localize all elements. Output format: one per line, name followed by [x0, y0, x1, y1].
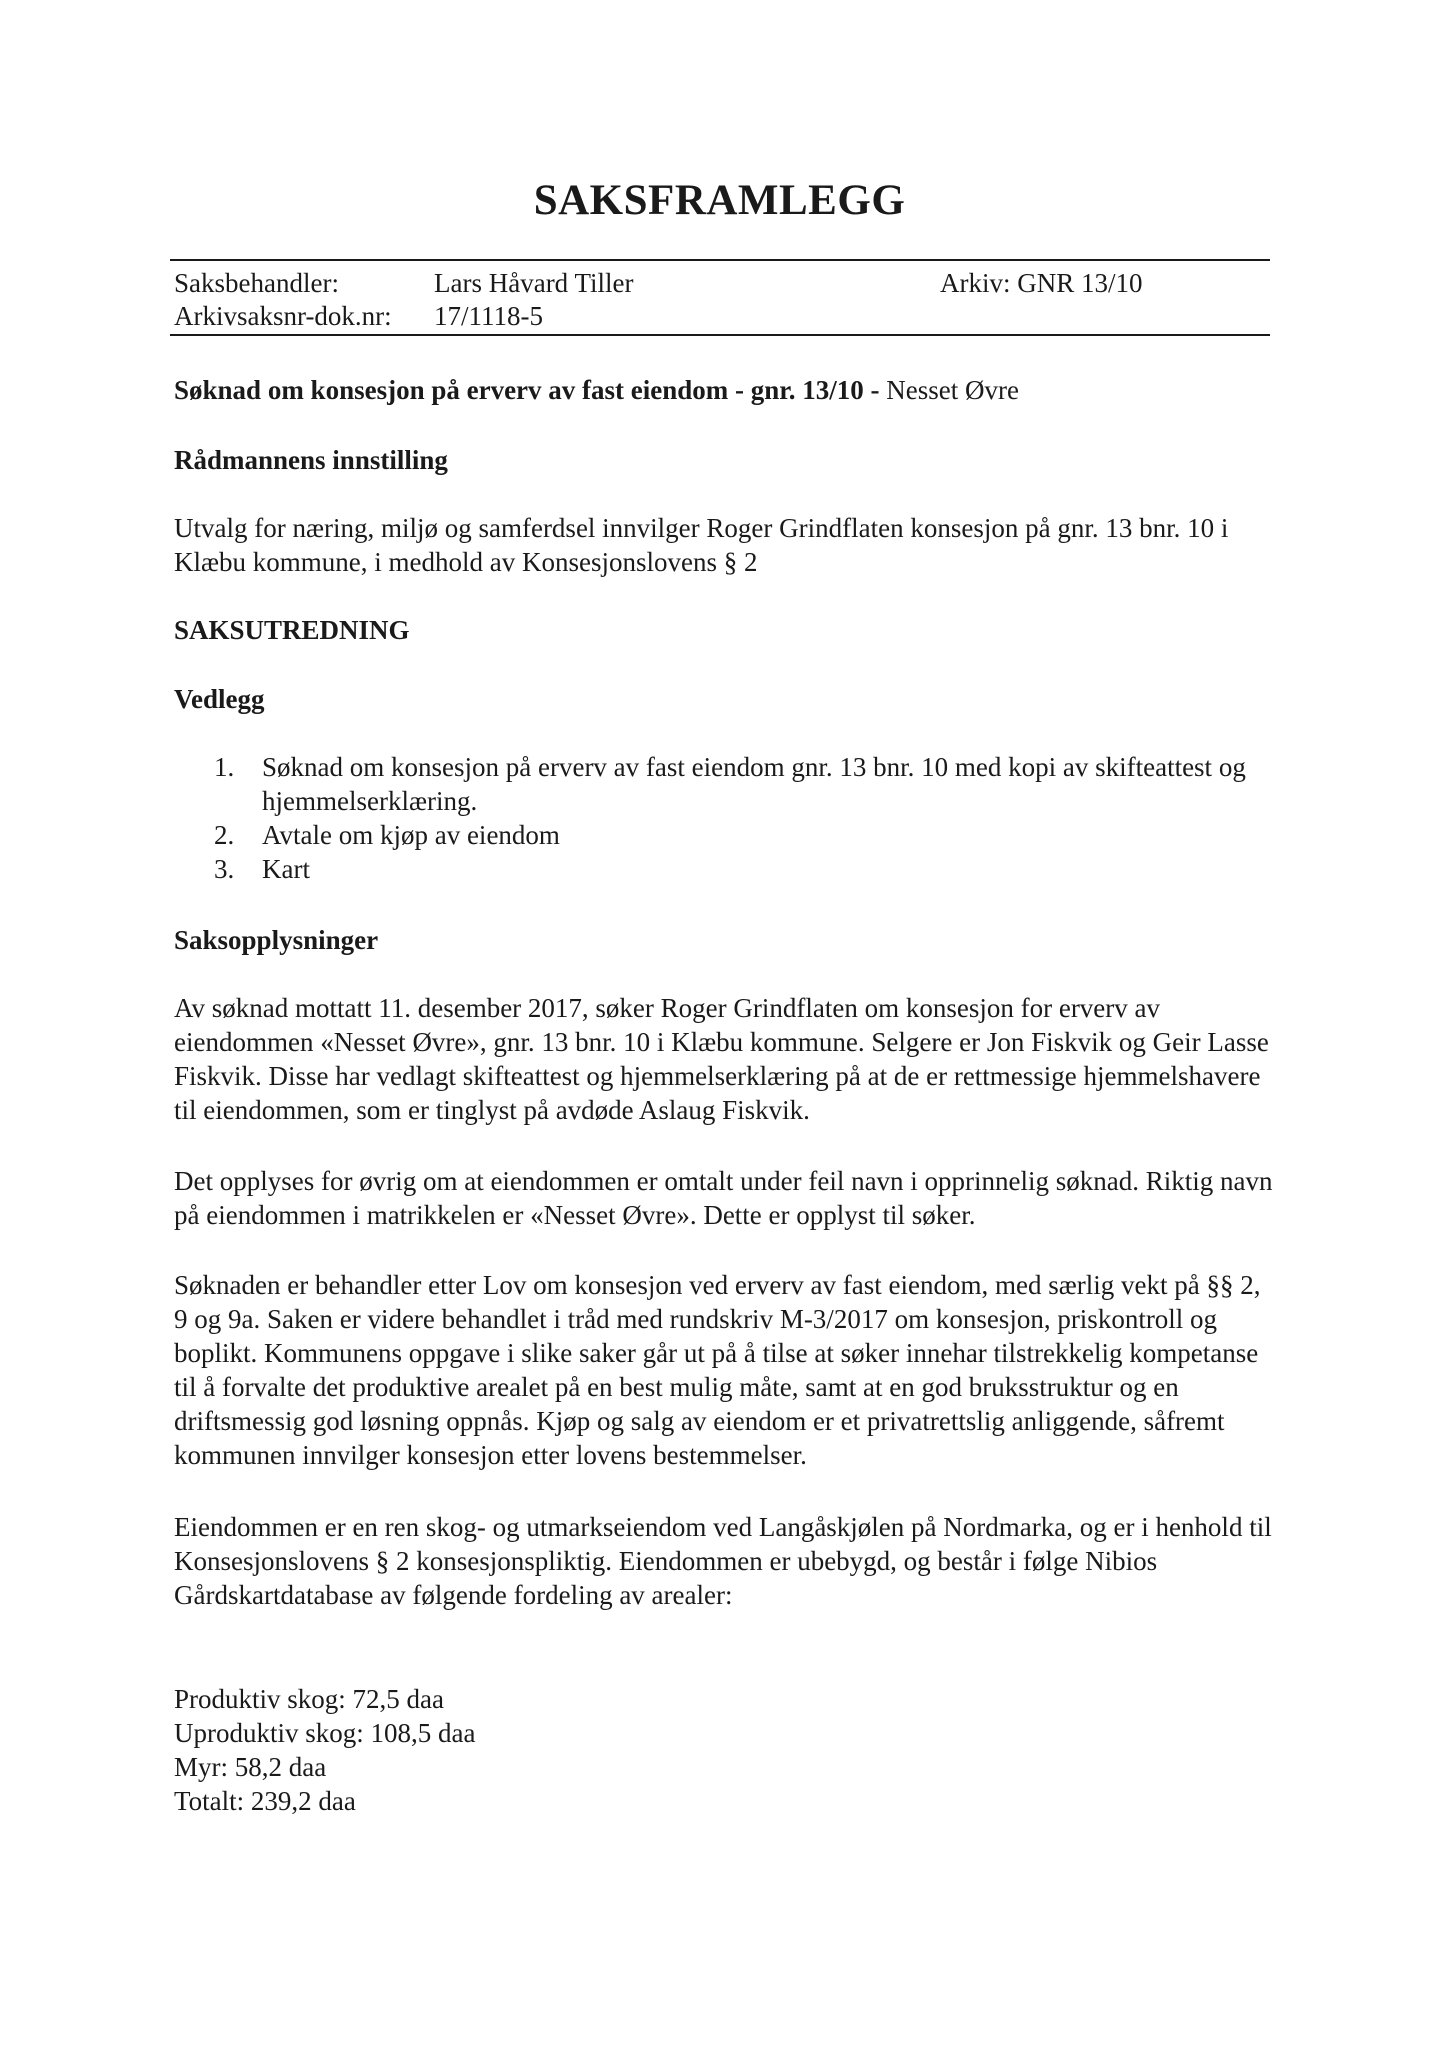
header-top-rule — [170, 259, 1270, 261]
saksutredning-heading: SAKSUTREDNING — [174, 615, 410, 645]
list-item: 3. Kart — [214, 854, 310, 884]
arkiv-value: Arkiv: GNR 13/10 — [940, 268, 1143, 298]
paragraph: Det opplyses for øvrig om at eiendommen er omtalt under feil navn i opprinnelig søknad. Riktig navn på eiendommen i matrikkelen er «Nesset Øvre». Dette er opplyst til søker. — [174, 1166, 1273, 1230]
list-item: 1. Søknad om konsesjon på erverv av fast eiendom gnr. 13 bnr. 10 med kopi av skifteattest og hjemmelserklæring. — [214, 752, 1246, 816]
radmannens-heading: Rådmannens innstilling — [174, 445, 448, 475]
arkivsaksnr-label: Arkivsaksnr-dok.nr: — [174, 301, 392, 331]
subject-line — [174, 373, 1274, 407]
area-line: Produktiv skog: 72,5 daa — [174, 1684, 444, 1714]
arkivsaksnr-value: 17/1118-5 — [434, 301, 543, 331]
vedlegg-heading: Vedlegg — [174, 684, 265, 714]
header-bottom-rule — [170, 334, 1270, 336]
area-line: Totalt: 239,2 daa — [174, 1786, 356, 1816]
paragraph: Søknaden er behandler etter Lov om konsesjon ved erverv av fast eiendom, med særlig vekt på §§ 2, 9 og 9a. Saken er videre behandlet i tråd med rundskriv M-3/2017 om konsesjon, priskontroll og boplikt. Kommunens oppgave i slike saker går ut på å tilse at søker innehar tilstrekkelig kompetanse til å forvalte det produktive arealet på en best mulig måte, samt at en god bruksstruktur og en driftsmessig god løsning oppnås. Kjøp og salg av eiendom er et privatrettslig anliggende, såfremt kommunen innvilger konsesjon etter lovens bestemmelser. — [174, 1270, 1261, 1470]
area-line: Uproduktiv skog: 108,5 daa — [174, 1718, 476, 1748]
saksopplysninger-heading: Saksopplysninger — [174, 925, 379, 955]
area-list — [174, 1682, 475, 1818]
saksbehandler-label: Saksbehandler: — [174, 268, 339, 298]
subject-bold: Søknad om konsesjon på erverv av fast eiendom - gnr. 13/10 - — [174, 375, 880, 405]
vedlegg-list — [174, 750, 1274, 886]
area-line: Myr: 58,2 daa — [174, 1752, 327, 1782]
document-title: SAKSFRAMLEGG — [533, 177, 906, 224]
subject-name: Nesset Øvre — [879, 375, 1020, 405]
list-item: 2. Avtale om kjøp av eiendom — [214, 820, 560, 850]
saksbehandler-value: Lars Håvard Tiller — [434, 268, 634, 298]
radmannens-text: Utvalg for næring, miljø og samferdsel innvilger Roger Grindflaten konsesjon på gnr. 13 bnr. 10 i Klæbu kommune, i medhold av Konsesjonslovens § 2 — [174, 513, 1229, 577]
paragraph: Av søknad mottatt 11. desember 2017, søker Roger Grindflaten om konsesjon for erverv av eiendommen «Nesset Øvre», gnr. 13 bnr. 10 i Klæbu kommune. Selgere er Jon Fiskvik og Geir Lasse Fiskvik. Disse har vedlagt skifteattest og hjemmelserklæring på at de er rettmessige hjemmelshavere til eiendommen, som er tinglyst på avdøde Aslaug Fiskvik. — [174, 993, 1269, 1125]
paragraph: Eiendommen er en ren skog- og utmarkseiendom ved Langåskjølen på Nordmarka, og er i henhold til Konsesjonslovens § 2 konsesjonspliktig. Eiendommen er ubebygd, og består i følge Nibios Gårdskartdatabase av følgende fordeling av arealer: — [174, 1512, 1272, 1610]
